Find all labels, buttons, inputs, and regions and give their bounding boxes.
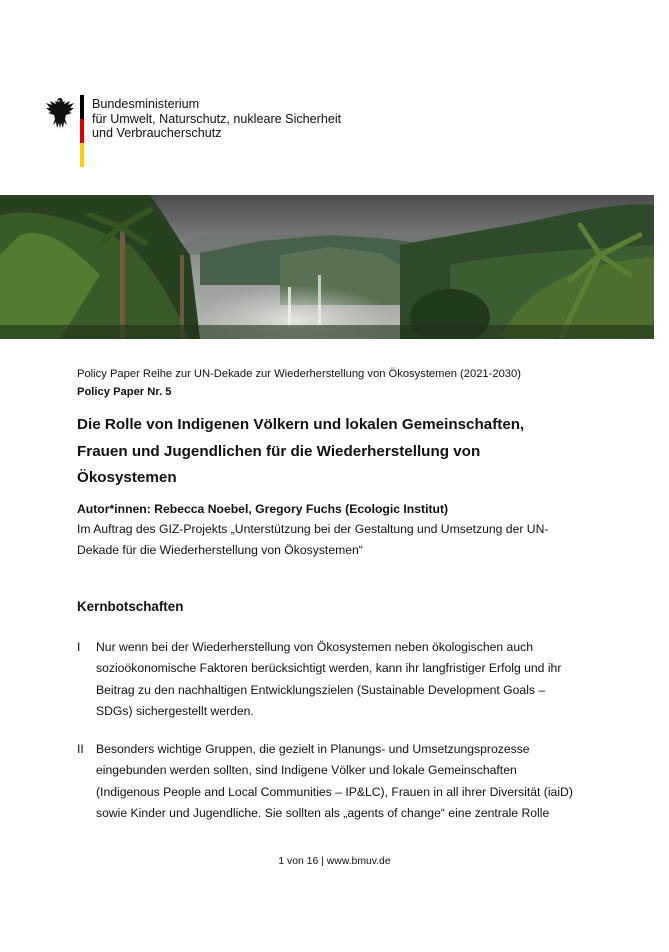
series-title: Policy Paper Reihe zur UN-Dekade zur Wiederherstellung von Ökosystemen (2021-2030) xyxy=(77,368,521,380)
message-line: SDGs) sichergestellt werden. xyxy=(96,704,254,718)
title-line: Frauen und Jugendlichen für die Wiederherstellung von xyxy=(77,442,481,460)
message-line: Nur wenn bei der Wiederherstellung von Ökosystemen neben ökologischen auch xyxy=(96,639,533,654)
message-line: sowie Kinder und Jugendliche. Sie sollten als „agents of change“ eine zentrale Rolle xyxy=(96,806,550,820)
message-number: I xyxy=(77,639,81,654)
message-line: sozioökonomische Faktoren berücksichtigt werden, kann ihr langfristiger Erfolg und ihr xyxy=(96,661,562,675)
document-body xyxy=(77,366,597,825)
ministry-line: für Umwelt, Naturschutz, nukleare Sicherheit xyxy=(92,111,342,126)
key-message xyxy=(77,637,597,723)
ministry-name xyxy=(92,97,341,141)
message-number: II xyxy=(77,741,84,756)
ministry-line: Bundesministerium xyxy=(92,97,200,111)
page-footer: 1 von 16 | www.bmuv.de xyxy=(278,856,391,867)
rainforest-banner-image xyxy=(0,195,654,339)
authors: Autor*innen: Rebecca Noebel, Gregory Fuchs (Ecologic Institut) xyxy=(77,501,449,516)
message-line: Besonders wichtige Gruppen, die gezielt in Planungs- und Umsetzungsprozesse xyxy=(96,741,530,756)
ministry-line: und Verbraucherschutz xyxy=(92,126,222,140)
commission-note xyxy=(77,519,597,561)
federal-eagle-icon xyxy=(44,95,76,131)
key-message xyxy=(77,739,597,825)
message-line: eingebunden werden sollten, sind Indigene Völker und lokale Gemeinschaften xyxy=(96,763,517,777)
german-flag-bar xyxy=(80,95,84,167)
message-line: Beitrag zu den nachhaltigen Entwicklungszielen (Sustainable Development Goals – xyxy=(96,682,546,697)
section-heading: Kernbotschaften xyxy=(77,598,184,614)
message-line: (Indigenous People and Local Communities – IP&LC), Frauen in all ihrer Diversität (iaiD) xyxy=(96,784,573,799)
title-line: Die Rolle von Indigenen Völkern und lokalen Gemeinschaften, xyxy=(77,416,525,433)
ministry-logo xyxy=(44,95,344,175)
commission-line: Dekade für die Wiederherstellung von Ökosystemen“ xyxy=(77,542,363,557)
paper-number: Policy Paper Nr. 5 xyxy=(77,386,172,398)
paper-title xyxy=(77,412,597,492)
title-line: Ökosystemen xyxy=(77,469,177,486)
rainforest-landscape-icon xyxy=(0,195,654,339)
commission-line: Im Auftrag des GIZ-Projekts „Unterstützung bei der Gestaltung und Umsetzung der UN- xyxy=(77,521,549,536)
